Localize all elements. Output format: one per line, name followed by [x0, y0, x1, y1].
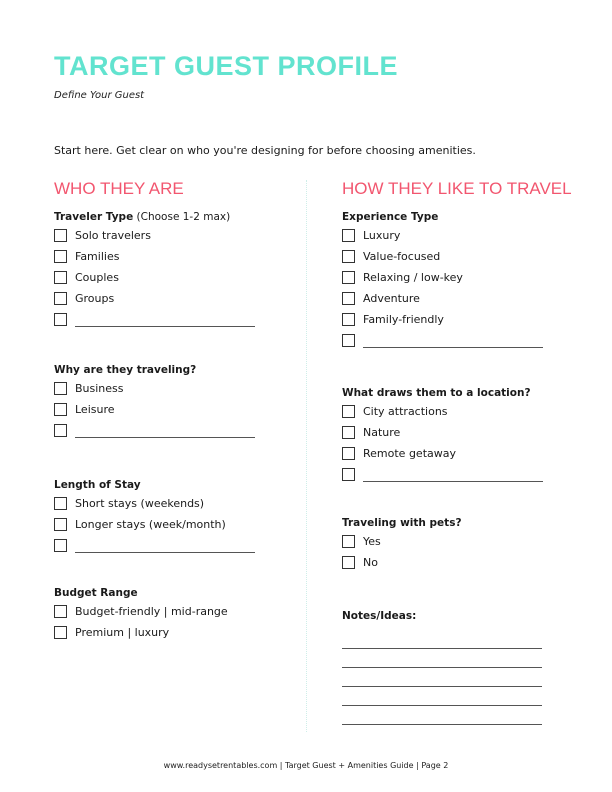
notes-section	[342, 608, 542, 725]
option-families[interactable]	[54, 246, 255, 267]
option-no[interactable]	[342, 552, 462, 573]
option-family-friendly[interactable]	[342, 309, 543, 330]
checkbox[interactable]	[342, 250, 355, 263]
option-label: Business	[75, 382, 124, 395]
option-couples[interactable]	[54, 267, 255, 288]
write-in-line[interactable]	[363, 333, 543, 348]
option-label: Budget-friendly | mid-range	[75, 605, 228, 618]
checkbox[interactable]	[342, 535, 355, 548]
option-label: Remote getaway	[363, 447, 456, 460]
checkbox[interactable]	[54, 382, 67, 395]
option-label: Premium | luxury	[75, 626, 170, 639]
option-label: Nature	[363, 426, 401, 439]
checkbox[interactable]	[54, 497, 67, 510]
why-traveling-title: Why are they traveling?	[54, 364, 197, 376]
checkbox[interactable]	[342, 334, 355, 347]
notes-title: Notes/Ideas:	[342, 610, 417, 622]
option-other-draw[interactable]	[342, 464, 543, 485]
page-title: TARGET GUEST PROFILE	[54, 51, 399, 81]
checkbox[interactable]	[342, 556, 355, 569]
checkbox[interactable]	[54, 403, 67, 416]
write-in-line[interactable]	[75, 423, 255, 438]
budget-range-title: Budget Range	[54, 587, 138, 599]
right-column-heading: HOW THEY LIKE TO TRAVEL	[342, 179, 572, 198]
page-footer: www.readysetrentables.com | Target Guest + Amenities Guide | Page 2	[163, 761, 449, 770]
option-longer-stays[interactable]	[54, 514, 255, 535]
option-nature[interactable]	[342, 422, 543, 443]
notes-line[interactable]	[342, 668, 542, 687]
pets-title: Traveling with pets?	[342, 517, 462, 529]
option-budget-friendly[interactable]	[54, 601, 228, 622]
option-solo-travelers[interactable]	[54, 225, 255, 246]
checkbox[interactable]	[342, 313, 355, 326]
option-value-focused[interactable]	[342, 246, 543, 267]
notes-line[interactable]	[342, 630, 542, 649]
option-adventure[interactable]	[342, 288, 543, 309]
notes-line[interactable]	[342, 649, 542, 668]
draws-section	[342, 385, 543, 485]
option-short-stays[interactable]	[54, 493, 255, 514]
budget-range-section	[54, 585, 228, 643]
intro-text: Start here. Get clear on who you're designing for before choosing amenities.	[54, 144, 476, 157]
checkbox[interactable]	[54, 271, 67, 284]
option-label: Leisure	[75, 403, 115, 416]
checkbox[interactable]	[54, 626, 67, 639]
length-of-stay-section	[54, 477, 255, 556]
option-leisure[interactable]	[54, 399, 255, 420]
option-remote-getaway[interactable]	[342, 443, 543, 464]
traveler-type-section	[54, 209, 255, 330]
option-label: Value-focused	[363, 250, 441, 263]
option-label: Longer stays (week/month)	[75, 518, 226, 531]
option-label: Short stays (weekends)	[75, 497, 205, 510]
notes-line[interactable]	[342, 687, 542, 706]
option-business[interactable]	[54, 378, 255, 399]
checkbox[interactable]	[342, 292, 355, 305]
option-city-attractions[interactable]	[342, 401, 543, 422]
checkbox[interactable]	[342, 447, 355, 460]
option-luxury[interactable]	[342, 225, 543, 246]
option-premium[interactable]	[54, 622, 228, 643]
notes-lines	[342, 630, 542, 725]
notes-line[interactable]	[342, 706, 542, 725]
option-label: Yes	[363, 535, 381, 548]
why-traveling-section	[54, 362, 255, 441]
option-other-length[interactable]	[54, 535, 255, 556]
checkbox[interactable]	[54, 229, 67, 242]
traveler-type-label: Traveler Type	[54, 211, 134, 223]
option-label: Couples	[75, 271, 119, 284]
draws-title: What draws them to a location?	[342, 387, 531, 399]
checkbox[interactable]	[342, 271, 355, 284]
pets-section	[342, 515, 462, 573]
option-label: Groups	[75, 292, 115, 305]
write-in-line[interactable]	[363, 467, 543, 482]
checkbox[interactable]	[54, 605, 67, 618]
traveler-type-title	[54, 209, 255, 225]
experience-type-section	[342, 209, 543, 351]
column-divider	[306, 180, 307, 732]
option-label: Families	[75, 250, 120, 263]
option-other-traveler-type[interactable]	[54, 309, 255, 330]
checkbox[interactable]	[54, 539, 67, 552]
option-label: No	[363, 556, 378, 569]
option-label: Relaxing / low-key	[363, 271, 463, 284]
length-of-stay-title: Length of Stay	[54, 479, 141, 491]
checkbox[interactable]	[342, 405, 355, 418]
traveler-type-note: (Choose 1-2 max)	[133, 211, 231, 223]
option-relaxing[interactable]	[342, 267, 543, 288]
checkbox[interactable]	[54, 313, 67, 326]
checkbox[interactable]	[54, 518, 67, 531]
write-in-line[interactable]	[75, 538, 255, 553]
checkbox[interactable]	[342, 229, 355, 242]
option-label: Family-friendly	[363, 313, 444, 326]
option-label: Luxury	[363, 229, 401, 242]
left-column-heading: WHO THEY ARE	[54, 179, 184, 198]
checkbox[interactable]	[54, 250, 67, 263]
option-label: City attractions	[363, 405, 448, 418]
checkbox[interactable]	[342, 468, 355, 481]
option-other-experience[interactable]	[342, 330, 543, 351]
write-in-line[interactable]	[75, 312, 255, 327]
option-other-reason[interactable]	[54, 420, 255, 441]
experience-type-title: Experience Type	[342, 211, 439, 223]
option-yes[interactable]	[342, 531, 462, 552]
page-subtitle: Define Your Guest	[54, 90, 145, 101]
checkbox[interactable]	[342, 426, 355, 439]
checkbox[interactable]	[54, 424, 67, 437]
checkbox[interactable]	[54, 292, 67, 305]
option-groups[interactable]	[54, 288, 255, 309]
option-label: Adventure	[363, 292, 420, 305]
option-label: Solo travelers	[75, 229, 151, 242]
